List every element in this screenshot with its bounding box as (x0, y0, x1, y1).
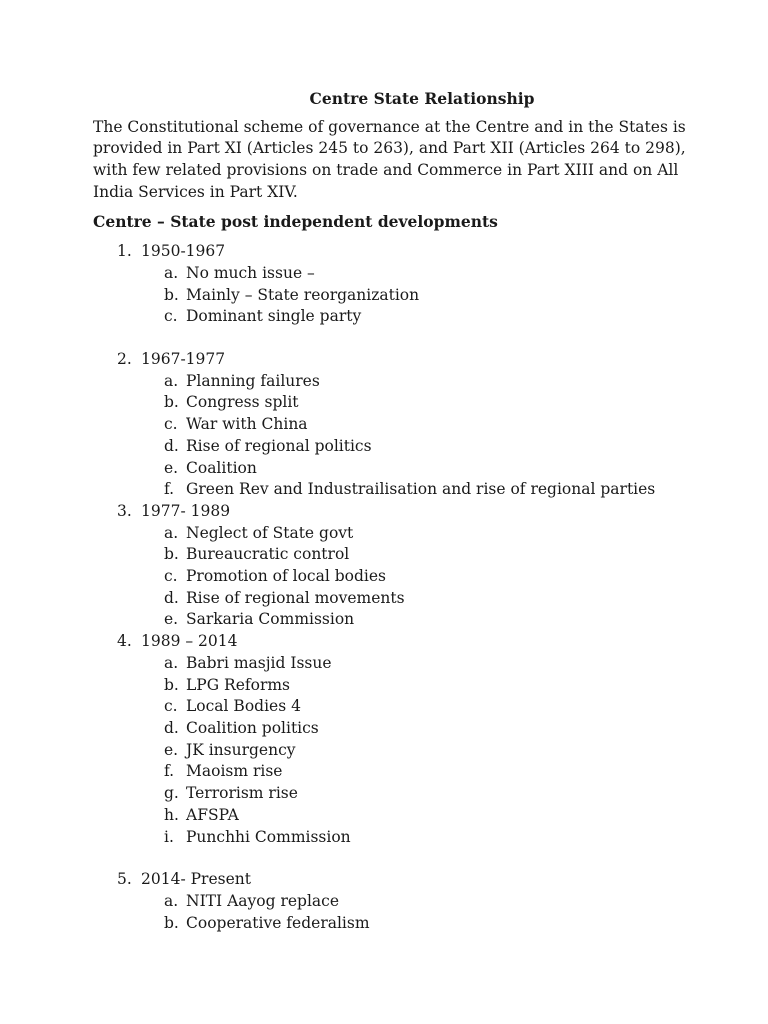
sub-item-text: War with China (186, 415, 308, 434)
sub-item-letter: c. (164, 307, 178, 326)
period-number: 3. (117, 501, 132, 520)
period-item (93, 241, 713, 328)
sub-item (141, 588, 713, 610)
period-number: 4. (117, 632, 132, 651)
sub-item-text: Neglect of State govt (186, 523, 354, 542)
sub-item-letter: g. (164, 784, 179, 803)
periods-list (93, 241, 713, 934)
sub-item (141, 392, 713, 414)
sub-item-text: Coalition politics (186, 718, 319, 737)
sub-item (141, 761, 713, 783)
sub-item-letter: c. (164, 567, 178, 586)
sub-item-letter: a. (164, 653, 179, 672)
sub-item-letter: i. (164, 827, 174, 846)
period-number: 2. (117, 350, 132, 369)
sub-item (141, 544, 713, 566)
period-item (93, 869, 713, 934)
sub-item-text: Babri masjid Issue (186, 653, 332, 672)
sub-item (141, 653, 713, 675)
sub-item (141, 718, 713, 740)
sub-item-text: Bureaucratic control (186, 545, 350, 564)
sub-item (141, 609, 713, 631)
sub-item (141, 458, 713, 480)
sub-item-letter: e. (164, 740, 179, 759)
sub-item-letter: a. (164, 371, 179, 390)
sub-item-text: JK insurgency (186, 740, 296, 759)
sub-item-text: Rise of regional politics (186, 436, 372, 455)
sub-item (141, 783, 713, 805)
sub-item-text: Rise of regional movements (186, 588, 405, 607)
sub-item (141, 740, 713, 762)
sub-item-letter: d. (164, 436, 179, 455)
sub-item-text: Planning failures (186, 371, 320, 390)
period-sub-list (141, 653, 713, 848)
sub-item-letter: c. (164, 415, 178, 434)
sub-item (141, 436, 713, 458)
intro-paragraph: The Constitutional scheme of governance at the Centre and in the States is provided in Part XI (Articles 245 to 263), and Part XII (Articles 264 to 298), with few related provisions on trade and Commerce in Part XIII and on All India Services in Part XIV. (93, 117, 686, 201)
sub-item-text: Green Rev and Industrailisation and rise of regional parties (186, 480, 656, 499)
sub-item-text: Cooperative federalism (186, 913, 370, 932)
sub-item-text: Local Bodies 4 (186, 697, 301, 716)
sub-item-letter: b. (164, 913, 179, 932)
sub-item-text: Sarkaria Commission (186, 610, 355, 629)
sub-item-letter: d. (164, 718, 179, 737)
period-label: 1950-1967 (141, 242, 226, 261)
sub-item-text: Terrorism rise (186, 784, 298, 803)
sub-item (141, 566, 713, 588)
sub-item-letter: a. (164, 523, 179, 542)
sub-item-letter: b. (164, 285, 179, 304)
sub-item (141, 285, 713, 307)
sub-item-text: Punchhi Commission (186, 827, 351, 846)
period-item (93, 631, 713, 848)
period-sub-list (141, 891, 713, 934)
sub-item (141, 263, 713, 285)
sub-item (141, 891, 713, 913)
period-sub-list (141, 523, 713, 632)
period-sub-list (141, 263, 713, 328)
period-number: 1. (117, 242, 132, 261)
sub-item-letter: h. (164, 805, 179, 824)
sub-item-text: No much issue – (186, 263, 315, 282)
document-page (93, 88, 713, 934)
sub-item (141, 696, 713, 718)
sub-item-text: Promotion of local bodies (186, 567, 386, 586)
document-title: Centre State Relationship (309, 89, 535, 108)
sub-item (141, 306, 713, 328)
sub-item (141, 371, 713, 393)
sub-item (141, 479, 713, 501)
period-label: 1977- 1989 (141, 501, 231, 520)
sub-item-letter: b. (164, 393, 179, 412)
period-label: 1967-1977 (141, 350, 226, 369)
sub-item-text: Dominant single party (186, 307, 362, 326)
period-label: 1989 – 2014 (141, 632, 238, 651)
sub-item-letter: b. (164, 675, 179, 694)
sub-item-text: LPG Reforms (186, 675, 291, 694)
sub-item-text: NITI Aayog replace (186, 891, 340, 910)
sub-item-letter: f. (164, 762, 175, 781)
sub-item (141, 827, 713, 849)
period-item (93, 349, 713, 501)
sub-item-text: Congress split (186, 393, 299, 412)
sub-item-text: AFSPA (186, 805, 239, 824)
sub-item (141, 675, 713, 697)
sub-item-letter: f. (164, 480, 175, 499)
sub-item (141, 805, 713, 827)
period-label: 2014- Present (141, 870, 251, 889)
sub-item-letter: e. (164, 458, 179, 477)
period-sub-list (141, 371, 713, 501)
section-heading: Centre – State post independent developments (93, 211, 498, 231)
sub-item-text: Mainly – State reorganization (186, 285, 420, 304)
period-item (93, 501, 713, 631)
sub-item-letter: b. (164, 545, 179, 564)
sub-item (141, 414, 713, 436)
sub-item-letter: a. (164, 891, 179, 910)
sub-item (141, 523, 713, 545)
sub-item-text: Maoism rise (186, 762, 283, 781)
sub-item-letter: a. (164, 263, 179, 282)
period-number: 5. (117, 870, 132, 889)
sub-item-letter: c. (164, 697, 178, 716)
sub-item (141, 913, 713, 935)
sub-item-letter: d. (164, 588, 179, 607)
sub-item-text: Coalition (186, 458, 257, 477)
sub-item-letter: e. (164, 610, 179, 629)
